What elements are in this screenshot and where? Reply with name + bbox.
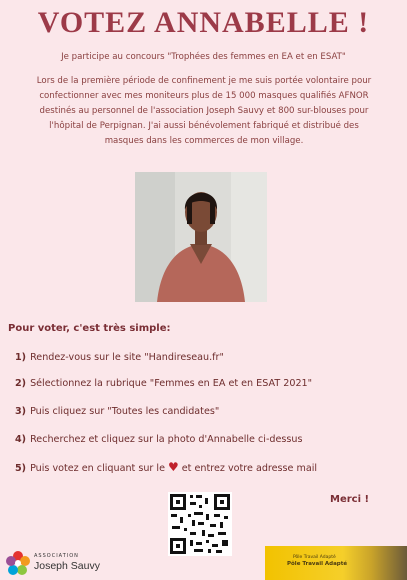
banner-text: Pôle Travail Adapté [293,555,336,560]
banner-text: Pôle Travail Adapté [287,561,348,567]
pole-travail-adapte-banner [265,546,407,580]
list-item [15,434,302,445]
vote-heading: Pour voter, c'est très simple: [8,323,171,334]
step-text: Puis cliquez sur "Toutes les candidates" [30,406,220,417]
list-item [15,406,219,417]
step-text: Rendez-vous sur le site "Handireseau.fr" [30,352,224,363]
step-text: Sélectionnez la rubrique "Femmes en EA et en ESAT 2021" [30,378,313,389]
joseph-sauvy-logo [4,547,104,577]
intro-line: Lors de la première période de confinement je me suis portée volontaire pour [36,76,372,86]
step-text: Puis votez en cliquant sur le [30,463,165,474]
thanks-text: Merci ! [330,494,370,505]
step-number: 3) [15,406,27,417]
step-number: 1) [15,352,27,363]
step-text: et entrez votre adresse mail [181,463,318,474]
list-item [15,460,317,474]
page-title: VOTEZ ANNABELLE ! [37,6,370,39]
intro-line: l'hôpital de Perpignan. J'ai aussi bénévolement fabriqué et distribué des [49,121,359,131]
candidate-photo [135,172,267,302]
step-number: 2) [15,378,27,389]
step-text: Recherchez et cliquez sur la photo d'Annabelle ci-dessus [30,434,303,445]
list-item [15,352,224,363]
logo-name: Joseph Sauvy [34,560,100,572]
intro-paragraph [18,74,390,149]
heart-icon: ♥ [168,460,179,474]
step-number: 5) [15,463,27,474]
intro-line: destinés au personnel de l'association Joseph Sauvy et 800 sur-blouses pour [39,106,369,116]
flower-logo-icon [4,549,32,577]
contest-subtitle: Je participe au concours "Trophées des femmes en EA et en ESAT" [61,52,346,62]
step-number: 4) [15,434,27,445]
intro-line: confectionner avec mes moniteurs plus de 15 000 masques qualifiés AFNOR [39,91,369,101]
logo-association-label: ASSOCIATION [34,553,79,559]
intro-line: masques dans les commerces de mon village. [104,136,304,146]
list-item [15,378,312,389]
qr-code[interactable] [168,492,232,556]
